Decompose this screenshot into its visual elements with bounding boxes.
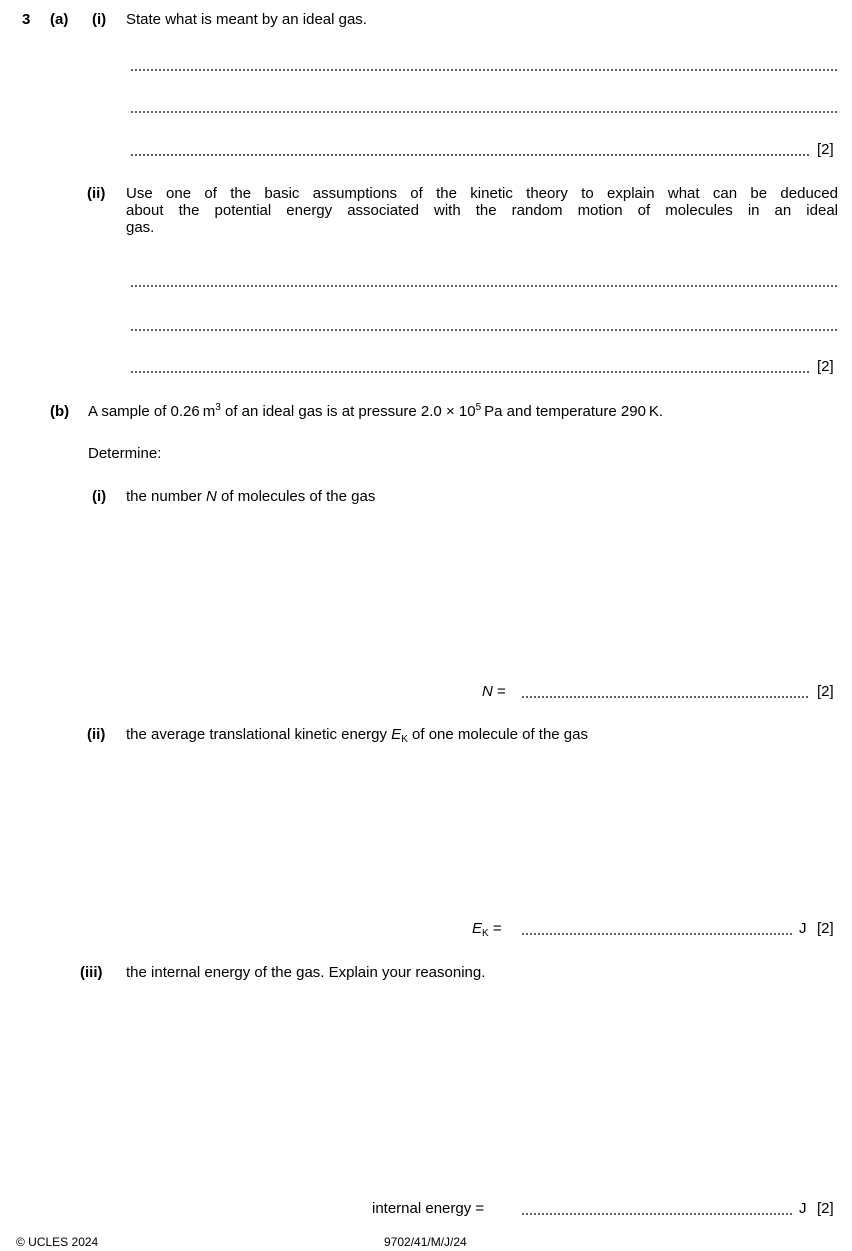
part-b-label: (b) xyxy=(50,403,70,420)
part-b-iii-label: (iii) xyxy=(80,964,103,981)
footer-copyright: © UCLES 2024 xyxy=(16,1235,99,1249)
n-answer-label: N = xyxy=(482,683,506,700)
part-b-ii-label: (ii) xyxy=(87,726,106,743)
internal-energy-answer-label: internal energy = xyxy=(372,1200,485,1217)
internal-energy-answer-field[interactable] xyxy=(521,1200,793,1218)
unit-label: J xyxy=(799,920,807,937)
part-b-i-label: (i) xyxy=(92,488,107,505)
mark-allocation: [2] xyxy=(817,141,834,158)
part-a-i-text: State what is meant by an ideal gas. xyxy=(126,11,367,28)
mark-allocation: [2] xyxy=(817,1200,834,1217)
part-a-label: (a) xyxy=(50,11,69,28)
part-b-iii-text: the internal energy of the gas. Explain your reasoning. xyxy=(126,964,486,981)
part-b-ii-text: the average translational kinetic energy $E_K$ of one molecule of the gas xyxy=(126,726,588,745)
part-a-ii-label: (ii) xyxy=(87,185,106,202)
ek-answer-label: $E_K$ = xyxy=(472,920,502,939)
mark-allocation: [2] xyxy=(817,358,834,375)
part-b-i-text: the number N of molecules of the gas xyxy=(126,488,376,505)
n-answer-field[interactable] xyxy=(521,683,810,701)
determine-label: Determine: xyxy=(88,445,162,462)
unit-label: J xyxy=(799,1200,807,1217)
answer-line[interactable] xyxy=(130,98,838,116)
footer-paper-code: 9702/41/M/J/24 xyxy=(384,1235,467,1249)
part-b-stem: A sample of 0.26 $m^3$ of an ideal gas is at pressure $2.0 \times 10^5$ Pa and temperature 290 K. xyxy=(88,402,664,420)
question-number: 3 xyxy=(22,11,31,28)
part-a-i-label: (i) xyxy=(92,11,107,28)
mark-allocation: [2] xyxy=(817,683,834,700)
answer-line[interactable] xyxy=(130,272,838,290)
answer-line[interactable] xyxy=(130,358,810,376)
answer-line[interactable] xyxy=(130,56,838,74)
part-a-ii-text: Use one of the basic assumptions of the kinetic theory to explain what can be deduced about the potential energy associated with the random motion of molecules in an ideal gas. xyxy=(126,185,838,236)
answer-line[interactable] xyxy=(130,316,838,334)
ek-answer-field[interactable] xyxy=(521,920,793,938)
answer-line[interactable] xyxy=(130,141,810,159)
mark-allocation: [2] xyxy=(817,920,834,937)
